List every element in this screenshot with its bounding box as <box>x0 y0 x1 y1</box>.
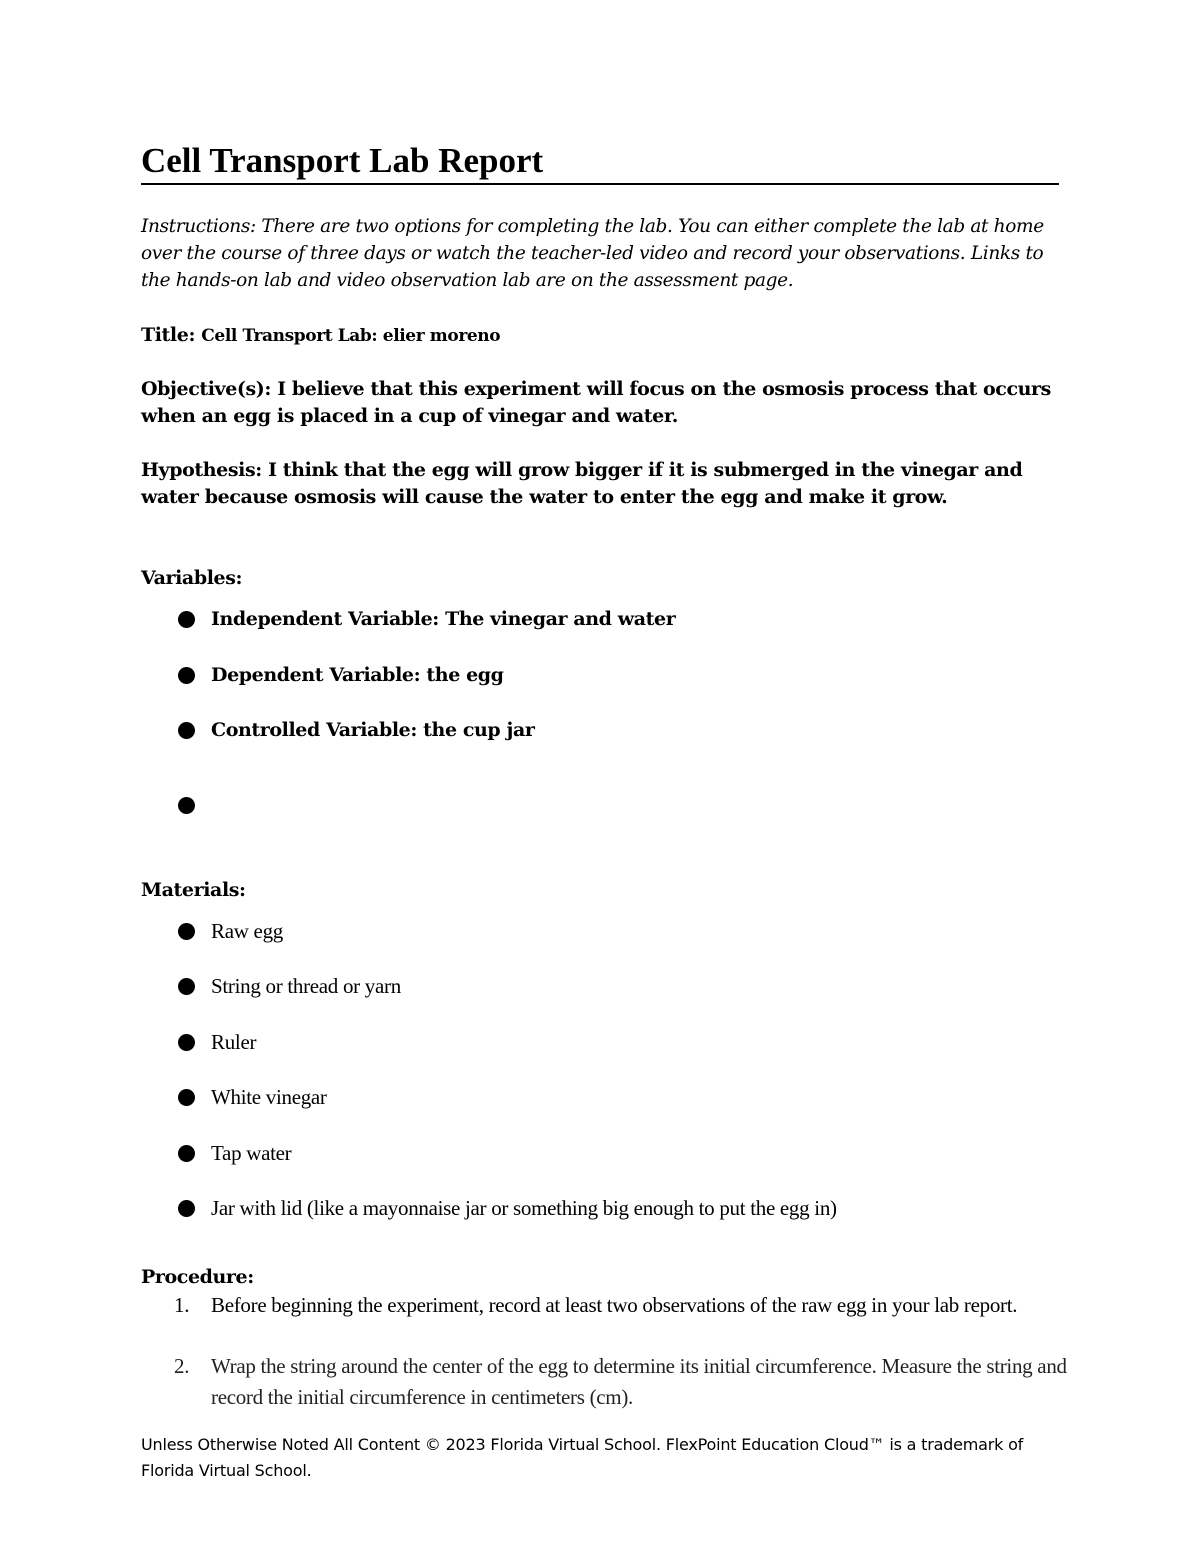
hypothesis-label: Hypothesis: <box>141 459 262 481</box>
instructions-text: Instructions: There are two options for completing the lab. You can either complete the lab at home over the course of three days or watch the teacher-led video and record your observations. Links to the hands-on lab and video observation lab are on the assessment page. <box>141 216 1044 291</box>
objective-value: I believe that this experiment will focus on the osmosis process that occurs when an egg is placed in a cup of vinegar and water. <box>141 378 1051 427</box>
procedure-step-text: Wrap the string around the center of the egg to determine its initial circumference. Measure the string and record the initial circumference in centimeters (cm). <box>211 1354 1067 1409</box>
bullet-icon <box>178 978 195 995</box>
material-item-text: String or thread or yarn <box>211 974 401 998</box>
material-item <box>178 1082 327 1112</box>
bullet-icon <box>178 1145 195 1162</box>
objective-field <box>141 376 1071 430</box>
document-title: Cell Transport Lab Report <box>141 141 544 180</box>
hypothesis-field <box>141 457 1071 511</box>
variable-item <box>178 604 676 634</box>
variable-item <box>178 715 535 745</box>
procedure-step-number: 1. <box>174 1293 190 1317</box>
bullet-icon <box>178 722 195 739</box>
material-item <box>178 1027 257 1057</box>
bullet-icon <box>178 923 195 940</box>
procedure-step-number: 2. <box>174 1354 190 1378</box>
variable-item-text: Dependent Variable: the egg <box>211 664 504 686</box>
procedure-step <box>141 1351 1071 1413</box>
material-item-text: Tap water <box>211 1141 292 1165</box>
hypothesis-value: I think that the egg will grow bigger if it is submerged in the vinegar and water because osmosis will cause the water to enter the egg and make it grow. <box>141 459 1023 508</box>
material-item <box>178 971 401 1001</box>
procedure-heading: Procedure: <box>141 1266 254 1288</box>
bullet-icon <box>178 667 195 684</box>
title-underline <box>141 183 1059 185</box>
bullet-icon <box>178 1034 195 1051</box>
material-item <box>178 1138 292 1168</box>
material-item-text: Raw egg <box>211 919 283 943</box>
bullet-icon <box>178 1200 195 1217</box>
title-field-value: Cell Transport Lab: elier moreno <box>201 326 501 346</box>
material-item <box>178 1193 837 1223</box>
variable-item <box>178 660 504 690</box>
bullet-icon <box>178 611 195 628</box>
material-item <box>178 916 283 946</box>
variable-item-text: Independent Variable: The vinegar and water <box>211 608 676 630</box>
material-item-text: White vinegar <box>211 1085 327 1109</box>
materials-heading: Materials: <box>141 879 246 901</box>
variable-item-text: Controlled Variable: the cup jar <box>211 719 535 741</box>
variables-heading: Variables: <box>141 567 243 589</box>
objective-label: Objective(s): <box>141 378 278 400</box>
title-field <box>141 322 1071 350</box>
copyright-footer: Unless Otherwise Noted All Content © 2023 Florida Virtual School. FlexPoint Education Cloud™ is a trademark of Florida Virtual School. <box>141 1435 1024 1480</box>
material-item-text: Jar with lid (like a mayonnaise jar or something big enough to put the egg in) <box>211 1196 837 1220</box>
bullet-icon <box>178 1089 195 1106</box>
bullet-icon <box>178 797 195 814</box>
material-item-text: Ruler <box>211 1030 257 1054</box>
variable-item-empty <box>178 790 195 820</box>
title-field-label: Title: <box>141 324 202 346</box>
procedure-step-text: Before beginning the experiment, record at least two observations of the raw egg in your lab report. <box>211 1293 1018 1317</box>
procedure-step <box>141 1290 1071 1352</box>
